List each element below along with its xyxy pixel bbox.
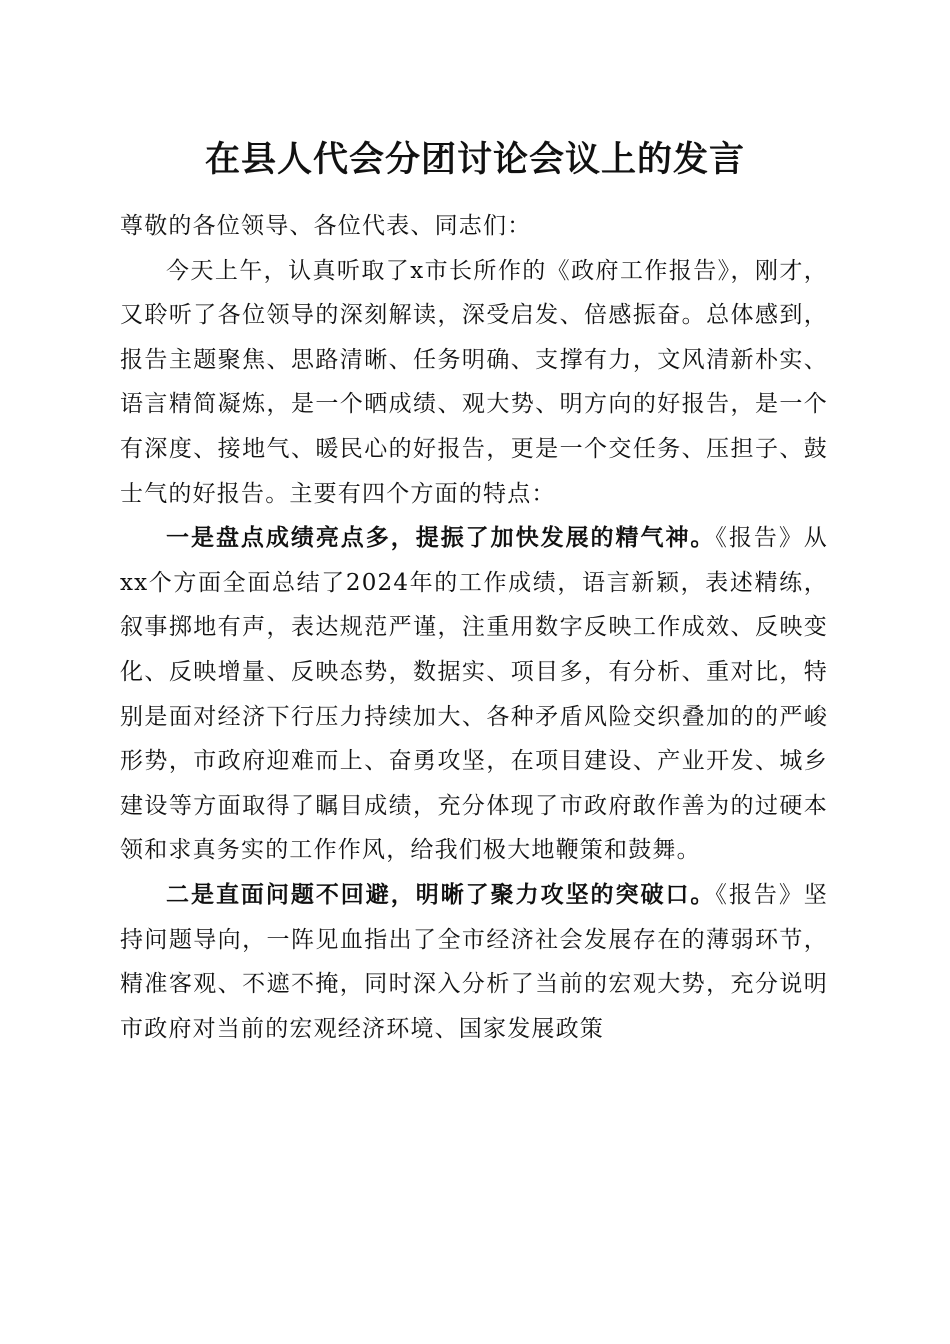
paragraph-point-two bbox=[120, 873, 828, 1051]
paragraph-text: 今天上午，认真听取了x市长所作的《政府工作报告》，刚才，又聆听了各位领导的深刻解读，深受启发、倍感振奋。总体感到，报告主题聚焦、思路清晰、任务明确、支撑有力，文风清新朴实、语言精简凝炼，是一个晒成绩、观大势、明方向的好报告，是一个有深度、接地气、暖民心的好报告，更是一个交任务、压担子、鼓士气的好报告。主要有四个方面的特点： bbox=[120, 257, 828, 507]
paragraph-text: 《报告》从xx个方面全面总结了2024年的工作成绩，语言新颖，表述精练，叙事掷地有声，表达规范严谨，注重用数字反映工作成效、反映变化、反映增量、反映态势，数据实、项目多，有分析、重对比，特别是面对经济下行压力持续加大、各种矛盾风险交织叠加的的严峻形势，市政府迎难而上、奋勇攻坚，在项目建设、产业开发、城乡建设等方面取得了瞩目成绩，充分体现了市政府敢作善为的过硬本领和求真务实的工作作风，给我们极大地鞭策和鼓舞。 bbox=[120, 525, 828, 864]
document-title: 在县人代会分团讨论会议上的发言 bbox=[204, 139, 745, 180]
paragraph-text: 《报告》坚持问题导向，一阵见血指出了全市经济社会发展存在的薄弱环节，精准客观、不遮不掩，同时深入分析了当前的宏观大势，充分说明市政府对当前的宏观经济环境、国家发展政策 bbox=[120, 881, 828, 1042]
document-body bbox=[120, 204, 828, 1051]
paragraph-intro bbox=[120, 249, 828, 517]
paragraph-point-one bbox=[120, 516, 828, 873]
paragraph-lead-heading: 二是直面问题不回避，明晰了聚力攻坚的突破口。 bbox=[166, 880, 716, 908]
paragraph-lead-heading: 一是盘点成绩亮点多，提振了加快发展的精气神。 bbox=[166, 524, 716, 552]
salutation: 尊敬的各位领导、各位代表、同志们： bbox=[120, 213, 532, 239]
